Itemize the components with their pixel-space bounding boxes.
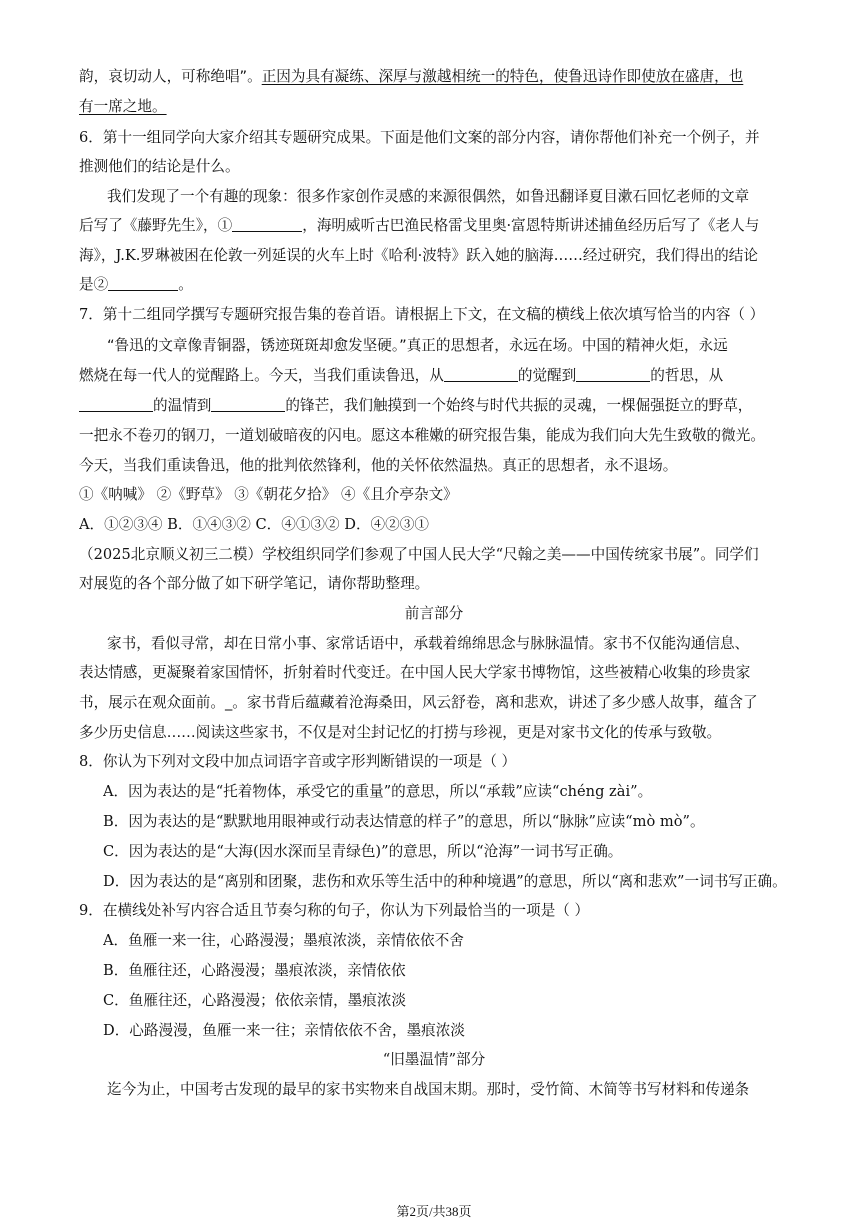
q7-stem: 7．第十二组同学撰写专题研究报告集的卷首语。请根据上下文，在文稿的横线上依次填写恰当的内容（ ） bbox=[79, 306, 765, 323]
q7-blank-1[interactable] bbox=[444, 367, 518, 382]
preface-paragraph-3: 书，展示在观众面前。_。家书背后蕴藏着沧海桑田，风云舒卷，离和悲欢，讲述了多少感人故事，蕴含了 bbox=[79, 694, 758, 711]
q6-stem-2: 推测他们的结论是什么。 bbox=[79, 158, 240, 175]
old-ink-paragraph-1: 迄今为止，中国考古发现的最早的家书实物来自战国末期。那时，受竹简、木简等书写材料和传递条 bbox=[107, 1081, 750, 1098]
q7-options[interactable]: A．①②③④ B．①④③② C．④①③② D．④②③① bbox=[79, 516, 429, 533]
q6-passage-3: 海》，J.K.罗琳被困在伦敦一列延误的火车上时《哈利·波特》跃入她的脑海……经过研究，我们得出的结论 bbox=[79, 247, 758, 264]
q6-passage-1: 我们发现了一个有趣的现象：很多作家创作灵感的来源很偶然，如鲁迅翻译夏目漱石回忆老师的文章 bbox=[107, 188, 750, 205]
q6-blank-1[interactable] bbox=[232, 217, 302, 232]
q6-text: 后写了《藤野先生》，① bbox=[79, 217, 233, 234]
q8-option-a[interactable]: A．因为表达的是“托着物体，承受它的重量”的意思，所以“承载”应读“chéng zài”。 bbox=[103, 783, 653, 800]
q6-stem-1: 6．第十一组同学向大家介绍其专题研究成果。下面是他们文案的部分内容，请你帮他们补充一个例子，并 bbox=[79, 129, 760, 146]
q8-option-b[interactable]: B．因为表达的是“默默地用眼神或行动表达情意的样子”的意思，所以“脉脉”应读“mò mò”。 bbox=[103, 813, 705, 830]
page-footer: 第2页/共38页 bbox=[396, 1204, 472, 1219]
preface-paragraph-1: 家书，看似寻常，却在日常小事、家常话语中，承载着绵绵思念与脉脉温情。家书不仅能沟通信息、 bbox=[107, 635, 750, 652]
q7-blank-4[interactable] bbox=[211, 397, 285, 412]
q7-text: 的温情到 bbox=[153, 397, 212, 414]
q7-passage-4: 一把永不卷刃的钢刀，一道划破暗夜的闪电。愿这本稚嫩的研究报告集，能成为我们向大先生致敬的微光。 bbox=[79, 427, 765, 444]
q9-option-d[interactable]: D．心路漫漫，鱼雁一来一往；亲情依依不舍，墨痕浓淡 bbox=[103, 1022, 465, 1039]
q8-option-d[interactable]: D．因为表达的是“离别和团聚，悲伤和欢乐等生活中的种种境遇”的意思，所以“离和悲欢”一词书写正确。 bbox=[103, 873, 787, 890]
section-title-preface: 前言部分 bbox=[404, 605, 464, 622]
q6-passage-2 bbox=[79, 216, 791, 236]
preface-paragraph-4: 多少历史信息……阅读这些家书，不仅是对尘封记忆的打捞与珍视，更是对家书文化的传承与致敬。 bbox=[79, 724, 722, 741]
q6-passage-4 bbox=[79, 275, 791, 295]
q7-books: ①《呐喊》 ②《野草》 ③《朝花夕拾》 ④《且介亭杂文》 bbox=[79, 486, 458, 503]
intro-line-2: 对展览的各个部分做了如下研学笔记，请你帮助整理。 bbox=[79, 575, 430, 592]
q7-blank-2[interactable] bbox=[576, 367, 650, 382]
q9-stem: 9．在横线处补写内容合适且节奏匀称的句子，你认为下列最恰当的一项是（ ） bbox=[79, 902, 590, 919]
preface-paragraph-2: 表达情感，更凝聚着家国情怀，折射着时代变迁。在中国人民大学家书博物馆，这些被精心收集的珍贵家 bbox=[79, 664, 751, 681]
top-line-2 bbox=[79, 97, 791, 117]
q7-passage-3 bbox=[79, 396, 791, 416]
q7-text: 燃烧在每一代人的觉醒路上。今天，当我们重读鲁迅，从 bbox=[79, 367, 444, 384]
top-text: 韵，哀切动人，可称绝唱”。 bbox=[79, 68, 262, 85]
q6-text: 是② bbox=[79, 276, 109, 293]
underlined-text: 正因为具有凝练、深厚与激越相统一的特色，使鲁迅诗作即使放在盛唐，也 bbox=[261, 68, 744, 85]
q7-text: 的觉醒到 bbox=[517, 367, 577, 384]
q7-passage-5: 今天，当我们重读鲁迅，他的批判依然锋利，他的关怀依然温热。真正的思想者，永不退场。 bbox=[79, 457, 678, 474]
underlined-text: 有一席之地。 bbox=[79, 98, 167, 115]
q7-text: 的锋芒，我们触摸到一个始终与时代共振的灵魂，一棵倔强挺立的野草， bbox=[285, 397, 753, 414]
q9-option-a[interactable]: A．鱼雁一来一往，心路漫漫；墨痕浓淡，亲情依依不舍 bbox=[103, 932, 464, 949]
q7-passage-1: “鲁迅的文章像青铜器，锈迹斑斑却愈发坚硬。”真正的思想者，永远在场。中国的精神火炬，永远 bbox=[107, 337, 728, 354]
section-title-old-ink: “旧墨温情”部分 bbox=[382, 1051, 486, 1068]
q8-stem: 8．你认为下列对文段中加点词语字音或字形判断错误的一项是（ ） bbox=[79, 753, 517, 770]
q9-option-b[interactable]: B．鱼雁往还，心路漫漫；墨痕浓淡，亲情依依 bbox=[103, 962, 406, 979]
intro-line-1: （2025北京顺义初三二模）学校组织同学们参观了中国人民大学“尺翰之美——中国传统家书展”。同学们 bbox=[79, 546, 759, 563]
q6-text: ，海明威听古巴渔民格雷戈里奥·富恩特斯讲述捕鱼经历后写了《老人与 bbox=[302, 217, 760, 234]
q9-option-c[interactable]: C．鱼雁往还，心路漫漫；依依亲情，墨痕浓淡 bbox=[103, 992, 407, 1009]
q6-blank-2[interactable] bbox=[108, 276, 178, 291]
q8-option-c[interactable]: C．因为表达的是“大海(因水深而呈青绿色)”的意思，所以“沧海”一词书写正确。 bbox=[103, 843, 623, 860]
q7-blank-3[interactable] bbox=[79, 397, 153, 412]
top-line-1 bbox=[79, 67, 791, 87]
q7-passage-2 bbox=[79, 366, 791, 386]
q6-text: 。 bbox=[178, 276, 193, 293]
q7-text: 的哲思，从 bbox=[650, 367, 724, 384]
